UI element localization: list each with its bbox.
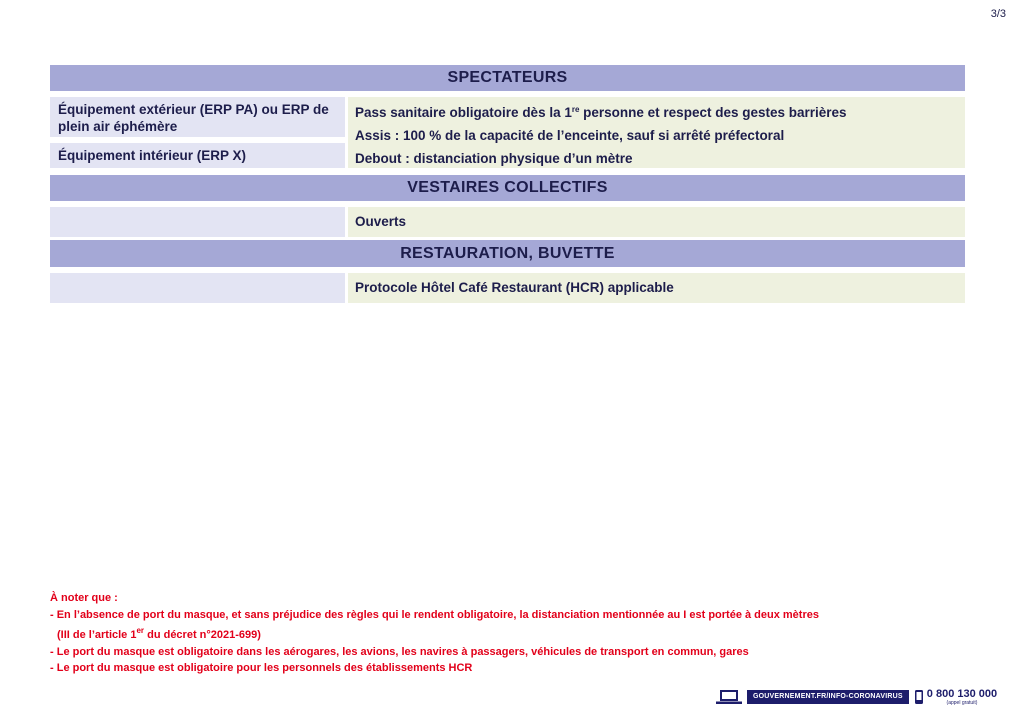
notes-block <box>50 590 819 677</box>
phone-number[interactable]: 0 800 130 000 <box>926 688 998 700</box>
rule-pass-sanitaire-b: personne et respect des gestes barrières <box>579 105 847 120</box>
rule-pass-sanitaire-sup: re <box>571 105 580 114</box>
note-decret-b: du décret n°2021-699) <box>144 629 261 641</box>
note-item-distanciation: - En l’absence de port du masque, et sans préjudice des règles qui le rendent obligatoire, la distanciation mentionnée au I est portée à deux mètres <box>50 608 819 621</box>
section-title-spectateurs: SPECTATEURS <box>50 65 965 91</box>
vestiaires-label-cell <box>50 207 345 237</box>
row-label-indoor <box>50 143 345 168</box>
rule-pass-sanitaire <box>355 98 958 124</box>
phone-box <box>927 688 997 706</box>
vestiaires-rule: Ouverts <box>355 214 407 229</box>
row-label-outdoor-text: Équipement extérieur (ERP PA) ou ERP de plein air éphémère <box>58 102 329 134</box>
phone-note: (appel gratuit) <box>946 700 978 706</box>
restauration-label-cell <box>50 273 345 303</box>
rule-debout: Debout : distanciation physique d’un mètre <box>355 151 633 166</box>
row-label-indoor-text: Équipement intérieur (ERP X) <box>58 148 247 163</box>
vestiaires-rule-cell <box>348 207 965 237</box>
restauration-rule: Protocole Hôtel Café Restaurant (HCR) applicable <box>355 280 674 295</box>
note-item-masque-hcr: - Le port du masque est obligatoire pour les personnels des établissements HCR <box>50 662 473 674</box>
note-decret-sup: er <box>136 626 145 635</box>
row-label-outdoor <box>50 97 345 137</box>
notes-heading: À noter que : <box>50 592 118 604</box>
spectateurs-rules-cell <box>348 97 965 168</box>
note-item-masque-transports: - Le port du masque est obligatoire dans les aérogares, les avions, les navires à passagers, véhicules de transport en commun, gares <box>50 645 749 658</box>
website-link[interactable]: GOUVERNEMENT.FR/INFO-CORONAVIRUS <box>747 690 909 704</box>
rule-pass-sanitaire-a: Pass sanitaire obligatoire dès la 1 <box>355 105 572 120</box>
rule-assis: Assis : 100 % de la capacité de l’enceinte, sauf si arrêté préfectoral <box>355 128 785 143</box>
laptop-icon <box>716 689 742 705</box>
page-number: 3/3 <box>990 8 1006 20</box>
section-title-restauration: RESTAURATION, BUVETTE <box>50 240 965 267</box>
note-decret-a: (III de l’article 1 <box>57 629 137 641</box>
phone-icon <box>914 690 924 704</box>
note-item-decret <box>50 623 819 644</box>
section-title-vestiaires: VESTAIRES COLLECTIFS <box>50 175 965 201</box>
footer-contact <box>716 687 997 707</box>
restauration-rule-cell <box>348 273 965 303</box>
